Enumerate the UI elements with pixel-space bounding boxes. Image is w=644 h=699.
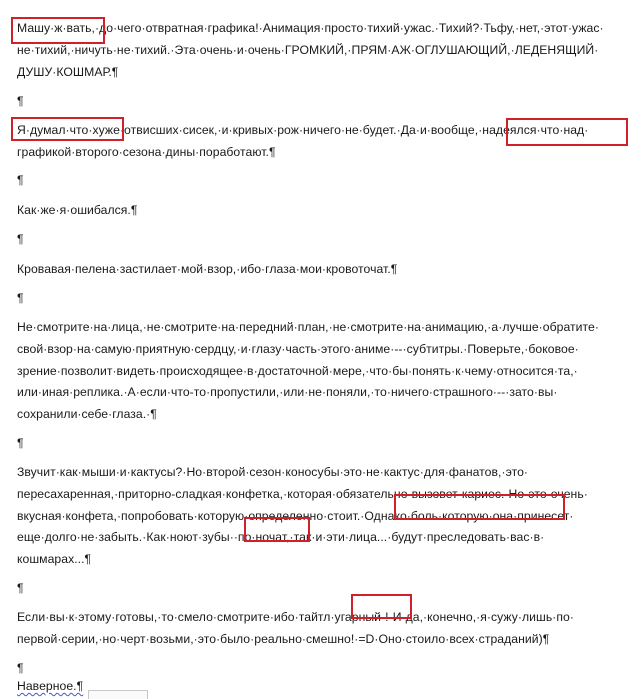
text-line: первой·серии,·но·черт·возьми,·это·было·реально·смешно!·=D·Оно·стоило·всех·страданий)¶: [17, 632, 550, 646]
text-line: ДУШУ·КОШМАР.¶: [17, 65, 119, 79]
text-line: Кровавая·пелена·застилает·мой·взор,·ибо·глаза·мои·кровоточат.¶: [17, 262, 398, 276]
text-line: Как·же·я·ошибался.¶: [17, 203, 138, 217]
text-line: графикой·второго·сезона·дины·поработают.¶: [17, 145, 276, 159]
empty-paragraph: ¶: [17, 232, 24, 246]
empty-paragraph: ¶: [17, 291, 24, 305]
empty-paragraph: ¶: [17, 173, 24, 187]
text-line: Если·вы·к·этому·готовы,·то·смело·смотрите·ибо·тайтл·угарный·!·И·да,·конечно,·я·сужу·лишь·по·: [17, 610, 574, 624]
text-line: кошмарах...¶: [17, 552, 92, 566]
text-line: зрение·позволит·видеть·происходящее·в·достаточной·мере,·что·бы·понять·к·чему·относится·та,·: [17, 364, 578, 378]
text-line: вкусная·конфета,·попробовать·которую·определенно·стоит.·Однако·боль·которую·она·принесет·: [17, 509, 574, 523]
empty-paragraph: ¶: [17, 661, 24, 675]
text-line: Звучит·как·мыши·и·кактусы?·Но·второй·сезон·коносубы·это·не·кактус·для·фанатов,·это·: [17, 465, 529, 479]
text-line: пересахаренная,·приторно-сладкая·конфетка,·которая·обязательно·вызовет·кариес.·Но·это·очень·: [17, 487, 588, 501]
empty-paragraph: ¶: [17, 581, 24, 595]
text-line: не·тихий,·ничуть·не·тихий.·Эта·очень·и·очень·ГРОМКИЙ,·ПРЯМ·АЖ·ОГЛУШАЮЩИЙ,·ЛЕДЕНЯЩИЙ·: [17, 43, 599, 57]
empty-paragraph: ¶: [17, 94, 24, 108]
text-line: Я·думал·что·хуже·отвисших·сисек,·и·кривых·рож·ничего·не·будет.·Да·и·вообще,·надеялся·что·над·: [17, 123, 589, 137]
text-line: еще·долго·не·забыть.·Как·ноют·зубы··по·ночат,·так·и·эти·лица...·будут·преследовать·вас·в·: [17, 530, 545, 544]
text-line: или·иная·реплика.·А·если·что-то·пропустили,·или·не·поняли,·то·ничего·страшного·--·зато·вы·: [17, 385, 558, 399]
text-line: свой·взор·на·самую·приятную·сердцу,·и·глазу·часть·этого·аниме·--·субтитры.·Поверьте,·боковое·: [17, 342, 579, 356]
text-line: Машу·ж·вать,·до·чего·отвратная·графика!·Анимация·просто·тихий·ужас.·Тихий?·Тьфу,·нет,·этот·ужас·: [17, 21, 604, 35]
text-line: сохранили·себе·глаза.·¶: [17, 407, 157, 421]
text-line: Наверное.¶: [17, 679, 84, 693]
empty-paragraph: ¶: [17, 436, 24, 450]
text-line: Не·смотрите·на·лица,·не·смотрите·на·передний·план,·не·смотрите·на·анимацию,·а·лучше·обратите·: [17, 320, 599, 334]
